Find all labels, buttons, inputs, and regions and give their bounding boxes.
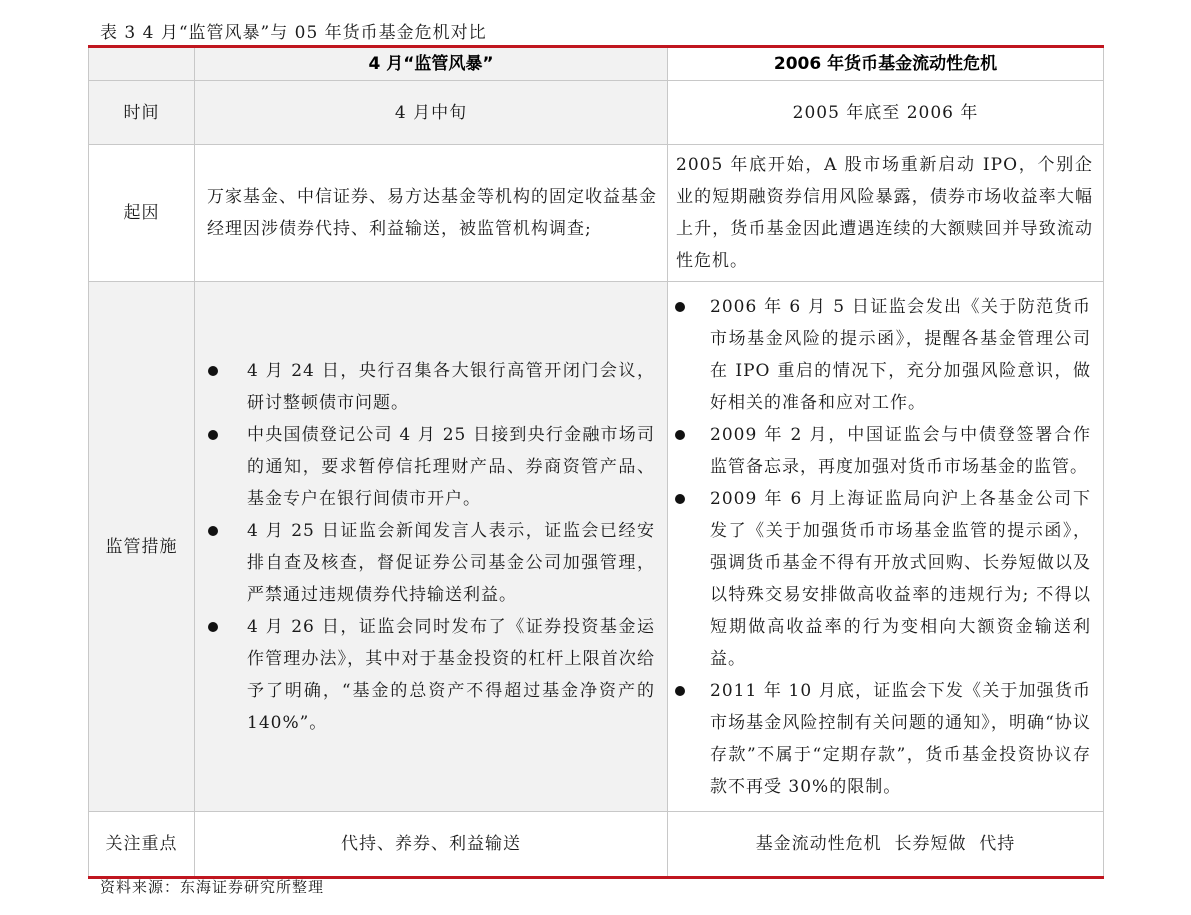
measures-april-storm-list bbox=[195, 355, 667, 739]
measures-april-storm-cell bbox=[195, 282, 668, 812]
list-item: 中央国债登记公司 4 月 25 日接到央行金融市场司的通知，要求暂停信托理财产品、券商资管产品、基金专户在银行间债市开户。 bbox=[195, 419, 667, 515]
bullet-icon bbox=[675, 430, 685, 440]
bullet-icon bbox=[675, 302, 685, 312]
bullet-icon bbox=[675, 686, 685, 696]
cause-2006-crisis-text: 2005 年底开始，A 股市场重新启动 IPO，个别企业的短期融资券信用风险暴露，债券市场收益率大幅上升，货币基金因此遭遇连续的大额赎回并导致流动性危机。 bbox=[676, 155, 1093, 271]
list-item: 4 月 26 日，证监会同时发布了《证券投资基金运作管理办法》，其中对于基金投资的杠杆上限首次给予了明确，“基金的总资产不得超过基金净资产的 140%”。 bbox=[195, 611, 667, 739]
cause-april-storm-cell bbox=[195, 145, 668, 282]
row-label-measures: 监管措施 bbox=[89, 282, 195, 812]
list-item: 2009 年 6 月上海证监局向沪上各基金公司下发了《关于加强货币市场基金监管的提示函》，强调货币基金不得有开放式回购、长券短做以及以特殊交易安排做高收益率的违规行为; 不得以短期做高收益率的行为变相向大额资金输送利益。 bbox=[668, 483, 1103, 675]
focus-2006-crisis: 基金流动性危机 长券短做 代持 bbox=[668, 812, 1104, 878]
time-april-storm: 4 月中旬 bbox=[195, 81, 668, 145]
list-item: 4 月 25 日证监会新闻发言人表示，证监会已经安排自查及核查，督促证券公司基金公司加强管理，严禁通过违规债券代持输送利益。 bbox=[195, 515, 667, 611]
header-2006-crisis: 2006 年货币基金流动性危机 bbox=[668, 47, 1104, 81]
row-label-time: 时间 bbox=[89, 81, 195, 145]
measures-2006-crisis-list bbox=[668, 289, 1103, 805]
table-row-measures bbox=[89, 282, 1104, 812]
table-header-row bbox=[89, 47, 1104, 81]
cause-2006-crisis-cell bbox=[668, 145, 1104, 282]
header-corner-cell bbox=[89, 47, 195, 81]
bullet-icon bbox=[208, 430, 218, 440]
table-caption: 表 3 4 月“监管风暴”与 05 年货币基金危机对比 bbox=[100, 23, 487, 43]
table-row-cause bbox=[89, 145, 1104, 282]
bullet-icon bbox=[675, 494, 685, 504]
header-april-storm: 4 月“监管风暴” bbox=[195, 47, 668, 81]
focus-april-storm: 代持、养券、利益输送 bbox=[195, 812, 668, 878]
list-item: 4 月 24 日，央行召集各大银行高管开闭门会议，研讨整顿债市问题。 bbox=[195, 355, 667, 419]
table-row-focus bbox=[89, 812, 1104, 878]
bullet-icon bbox=[208, 366, 218, 376]
bullet-icon bbox=[208, 622, 218, 632]
row-label-focus: 关注重点 bbox=[89, 812, 195, 878]
comparison-table bbox=[88, 45, 1104, 879]
list-item: 2011 年 10 月底，证监会下发《关于加强货币市场基金风险控制有关问题的通知》，明确“协议存款”不属于“定期存款”，货币基金投资协议存款不再受 30%的限制。 bbox=[668, 675, 1103, 803]
row-label-cause: 起因 bbox=[89, 145, 195, 282]
measures-2006-crisis-cell bbox=[668, 282, 1104, 812]
bullet-icon bbox=[208, 526, 218, 536]
source-note: 资料来源：东海证券研究所整理 bbox=[100, 878, 325, 896]
list-item: 2006 年 6 月 5 日证监会发出《关于防范货币市场基金风险的提示函》，提醒各基金管理公司在 IPO 重启的情况下，充分加强风险意识，做好相关的准备和应对工作。 bbox=[668, 291, 1103, 419]
list-item: 2009 年 2 月，中国证监会与中债登签署合作监管备忘录，再度加强对货币市场基金的监管。 bbox=[668, 419, 1103, 483]
table-row-time bbox=[89, 81, 1104, 145]
time-2006-crisis: 2005 年底至 2006 年 bbox=[668, 81, 1104, 145]
cause-april-storm-text: 万家基金、中信证券、易方达基金等机构的固定收益基金经理因涉债券代持、利益输送，被监管机构调查; bbox=[207, 187, 657, 239]
